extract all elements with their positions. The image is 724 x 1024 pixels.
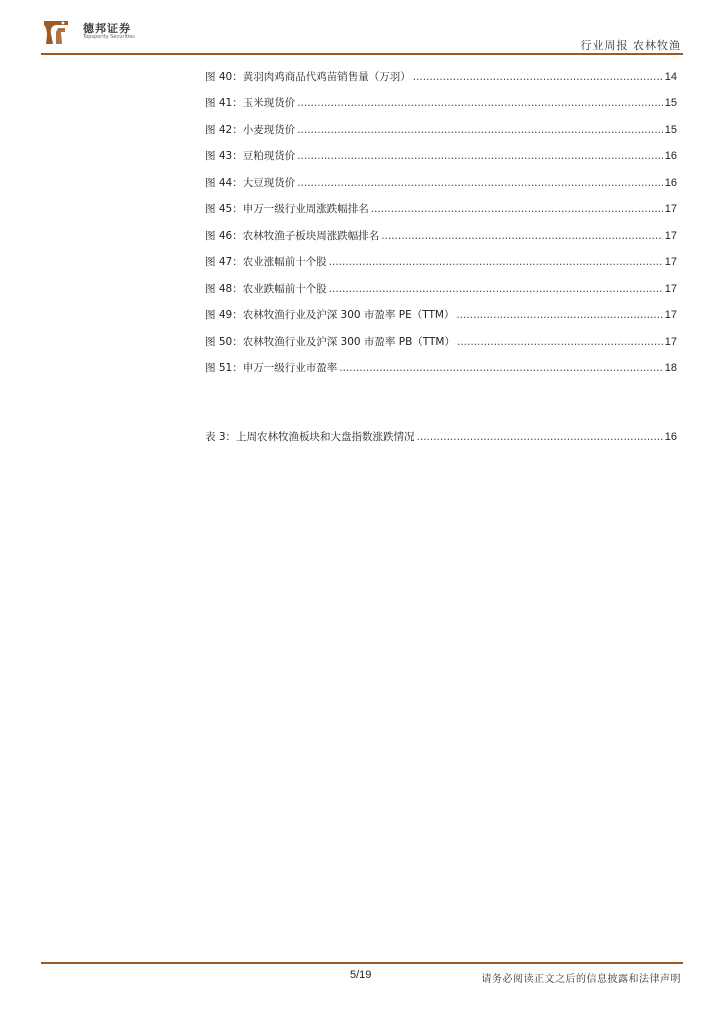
toc-entry-label: 图 51：申万一级行业市盈率 (205, 362, 338, 374)
toc-entry[interactable] (205, 148, 677, 162)
toc-entry-label: 图 50：农林牧渔行业及沪深 300 市盈率 PB（TTM） (205, 336, 455, 348)
logo-mark-icon (41, 17, 71, 47)
page-header (0, 0, 724, 60)
toc-entry[interactable] (205, 334, 677, 348)
toc-entry-page: 16 (664, 177, 677, 189)
page-number: 5/19 (350, 969, 372, 981)
toc-entry[interactable] (205, 201, 677, 215)
toc-entry-label: 图 43：豆粕现货价 (205, 150, 296, 162)
brand-name-en: Topsperity Securities (83, 34, 135, 40)
toc-dot-leader (371, 203, 663, 215)
toc-dot-leader (456, 309, 662, 321)
toc-entry-label: 图 44：大豆现货价 (205, 177, 296, 189)
toc-entry-page: 17 (664, 230, 677, 242)
toc-dot-leader (413, 71, 663, 83)
toc-entry-page: 18 (664, 362, 677, 374)
toc-dot-leader (417, 431, 663, 443)
toc-dot-leader (297, 124, 663, 136)
toc-entry[interactable] (205, 307, 677, 321)
toc-entry-page: 17 (664, 256, 677, 268)
toc-entry-label: 图 45：申万一级行业周涨跌幅排名 (205, 203, 369, 215)
toc-entry-label: 表 3：上周农林牧渔板块和大盘指数涨跌情况 (205, 431, 415, 443)
toc-dot-leader (297, 97, 663, 109)
toc-entry-label: 图 46：农林牧渔子板块周涨跌幅排名 (205, 230, 380, 242)
toc-entry-page: 15 (664, 124, 677, 136)
toc-entry[interactable] (205, 281, 677, 295)
toc-entry[interactable] (205, 360, 677, 374)
toc-entry-label: 图 49：农林牧渔行业及沪深 300 市盈率 PE（TTM） (205, 309, 455, 321)
toc-entry-label: 图 41：玉米现货价 (205, 97, 296, 109)
toc-entry-label: 图 48：农业跌幅前十个股 (205, 283, 327, 295)
toc-entry[interactable] (205, 122, 677, 136)
toc-entry-page: 17 (664, 336, 677, 348)
toc-entry-label: 图 42：小麦现货价 (205, 124, 296, 136)
toc-entry[interactable] (205, 254, 677, 268)
toc-dot-leader (457, 336, 663, 348)
toc-entry[interactable] (205, 69, 677, 83)
toc-dot-leader (329, 283, 663, 295)
toc-entry-page: 16 (664, 150, 677, 162)
toc-entry-page: 15 (664, 97, 677, 109)
toc-entry-page: 17 (664, 203, 677, 215)
report-section: 行业周报 农林牧渔 (580, 39, 681, 52)
company-logo (41, 17, 151, 47)
toc-entry-page: 17 (664, 283, 677, 295)
toc-entry-label: 图 47：农业涨幅前十个股 (205, 256, 327, 268)
footer-divider (41, 962, 683, 964)
toc-entry[interactable] (205, 228, 677, 242)
legal-disclaimer: 请务必阅读正文之后的信息披露和法律声明 (481, 974, 681, 985)
toc-dot-leader (381, 230, 663, 242)
header-divider (41, 53, 683, 55)
toc-entry-page: 14 (664, 71, 677, 83)
toc-entry-page: 17 (664, 309, 677, 321)
toc-entry[interactable] (205, 175, 677, 189)
toc-dot-leader (297, 150, 663, 162)
toc-dot-leader (297, 177, 663, 189)
toc-entry-label: 图 40：黄羽肉鸡商品代鸡苗销售量（万羽） (205, 71, 411, 83)
toc-entry[interactable] (205, 95, 677, 109)
toc-entry-page: 16 (664, 431, 677, 443)
toc-dot-leader (329, 256, 663, 268)
toc-dot-leader (339, 362, 663, 374)
brand-name-cn: 德邦证券 (83, 22, 131, 35)
toc-table-entry[interactable] (205, 429, 677, 443)
